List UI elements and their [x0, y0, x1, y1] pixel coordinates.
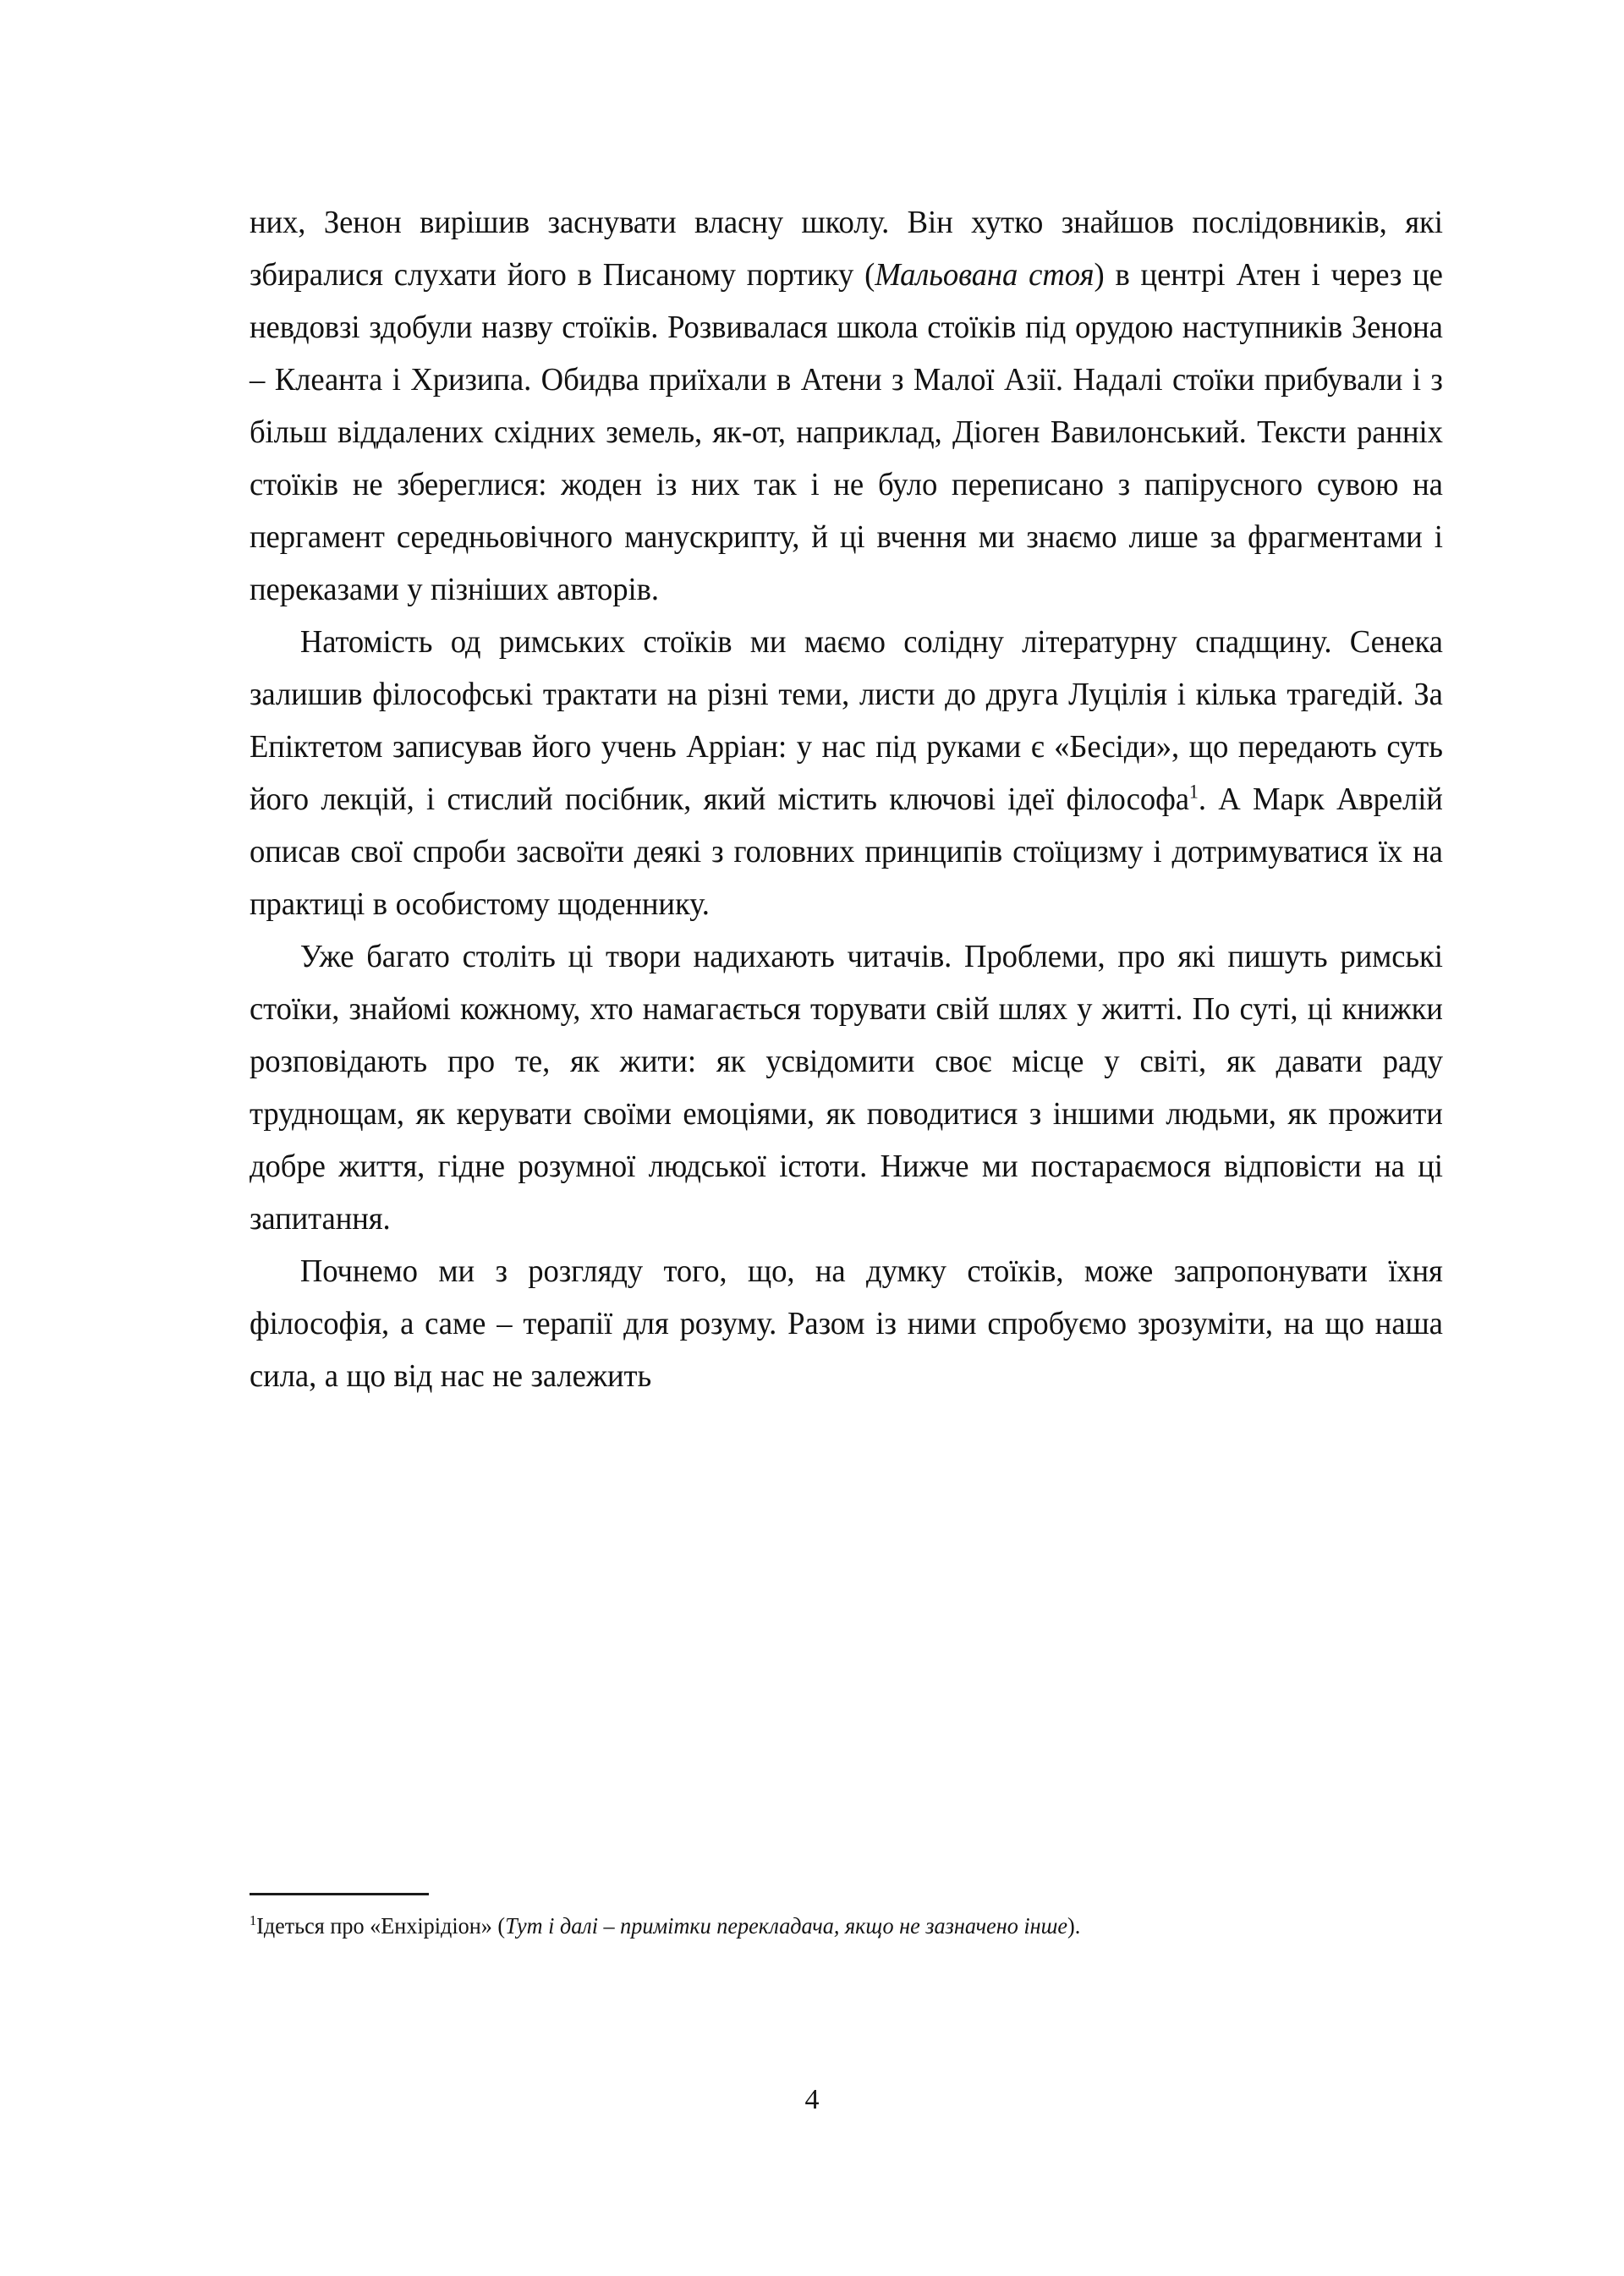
footnote-italic-text: Тут і далі – примітки перекладача, якщо не зазначено інше — [505, 1913, 1067, 1939]
footnote-text — [250, 1907, 1449, 1944]
page-text-block — [250, 196, 1486, 1402]
footnote-area — [250, 1893, 1486, 1944]
paragraph-readers: Уже багато століть ці твори надихають читачів. Проблеми, про які пишуть римські стоїки, знайомі кожному, хто намагається торувати свій шлях у житті. По суті, ці книжки розповідають про те, як жити: як усвідомити своє місце у світі, як давати раду труднощам, як керувати своїми емоціями, як поводитися з іншими людьми, як прожити добре життя, гідне розумної людської істоти. Нижче ми постараємося відповісти на ці запитання. — [250, 939, 1443, 1237]
footnote-separator-rule — [250, 1893, 429, 1895]
paragraph-roman-stoics — [250, 616, 1443, 930]
paragraph-text-part: Натомість од римських стоїків ми маємо солідну літературну спадщину. Сенека залишив філософські трактати на різні теми, листи до друга Луцілія і кілька трагедій. За Епіктетом записував його учень Арріан: у нас під руками є «Бесіди», що передають суть його лекцій, і стислий посібник, який містить ключові ідеї філософа — [250, 624, 1443, 817]
footnote-tail-text: ). — [1067, 1913, 1081, 1939]
paragraph-begin: Почнемо ми з розгляду того, що, на думку стоїків, може запропонувати їхня філософія, а саме – терапії для розуму. Разом із ними спробуємо зрозуміти, на що наша сила, а що від нас не залежить — [250, 1253, 1443, 1394]
paragraph-text-part: . А Марк Аврелій описав свої спроби засвоїти деякі з головних принципів стоїцизму і дотримуватися їх на практиці в особистому щоденнику. — [250, 782, 1443, 922]
footnote-reference-marker[interactable]: 1 — [1188, 781, 1199, 803]
italic-title: Мальована стоя — [875, 257, 1095, 293]
paragraph-text-part: ) в центрі Атен і через це невдовзі здобули назву стоїків. Розвивалася школа стоїків під орудою наступників Зенона – Клеанта і Хризипа. Обидва приїхали в Атени з Малої Азії. Надалі стоїки прибували і з більш віддалених східних земель, як-от, наприклад, Діоген Вавилонський. Тексти ранніх стоїків не збереглися: жоден із них так і не було переписано з папірусного сувою на пергамент середньовічного манускрипту, й ці вчення ми знаємо лише за фрагментами і переказами у пізніших авторів. — [250, 257, 1443, 607]
paragraph-text-part: них, Зенон вирішив заснувати власну школу. Він хутко знайшов послідовників, які збиралися слухати його в Писаному портику ( — [250, 205, 1443, 293]
footnote-lead-text: Ідеться про «Енхірідіон» ( — [256, 1913, 506, 1939]
paragraph-continued — [250, 196, 1443, 616]
footnote-marker: 1 — [250, 1912, 257, 1928]
page-number: 4 — [804, 2084, 820, 2115]
